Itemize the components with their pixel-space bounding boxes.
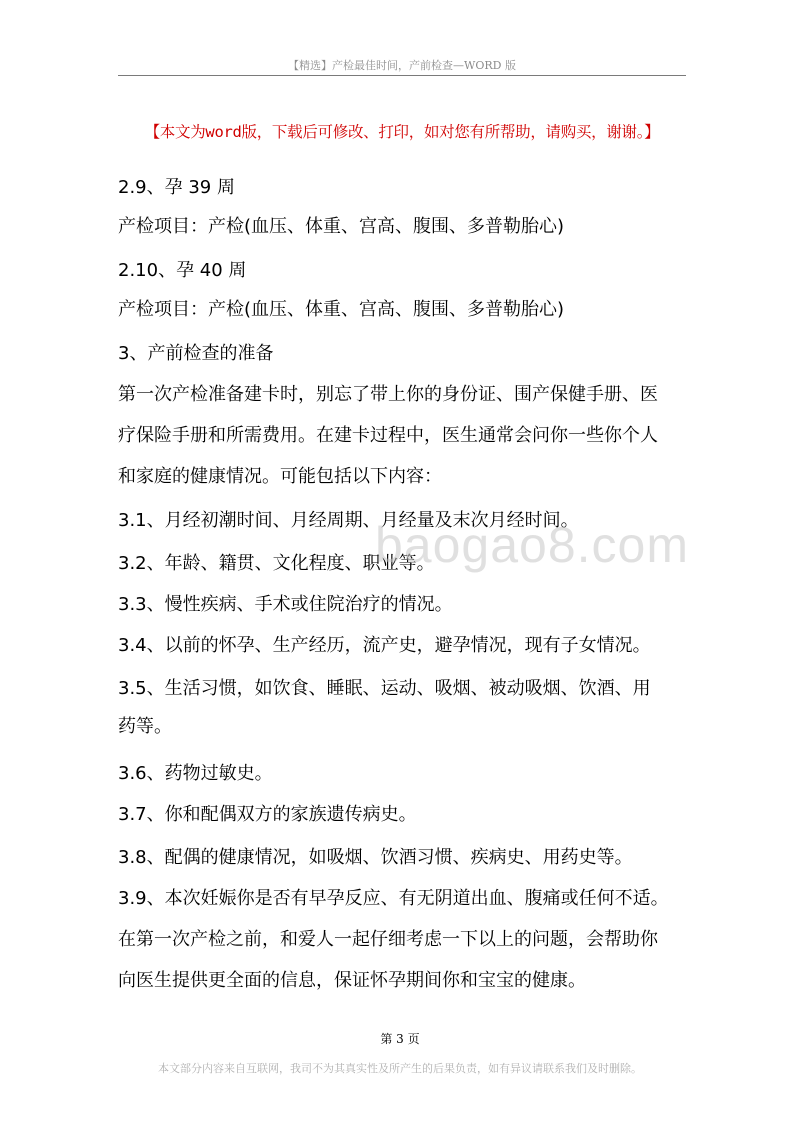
body-line: 疗保险手册和所需费用。在建卡过程中，医生通常会问你一些你个人 xyxy=(118,425,658,446)
editable-notice: 【本文为word版，下载后可修改、打印，如对您有所帮助，请购买，谢谢。】 xyxy=(144,123,660,141)
body-line: 产检项目：产检(血压、体重、宫高、腹围、多普勒胎心) xyxy=(118,299,565,320)
list-item: 3.3、慢性疾病、手术或住院治疗的情况。 xyxy=(118,594,453,615)
body-line: 第一次产检准备建卡时，别忘了带上你的身份证、围产保健手册、医 xyxy=(118,384,658,405)
watermark: baogao8.com xyxy=(375,517,690,573)
list-item: 3.7、你和配偶双方的家族遗传病史。 xyxy=(118,804,417,825)
body-line: 向医生提供更全面的信息，保证怀孕期间你和宝宝的健康。 xyxy=(118,970,586,991)
section-heading: 3、产前检查的准备 xyxy=(118,343,274,364)
list-item: 3.2、年龄、籍贯、文化程度、职业等。 xyxy=(118,553,435,574)
list-item: 3.4、以前的怀孕、生产经历，流产史，避孕情况，现有子女情况。 xyxy=(118,635,651,656)
page-footer: 本文部分内容来自互联网，我司不为其真实性及所产生的后果负责，如有异议请联系我们及时删除。 xyxy=(158,1062,642,1075)
list-item: 3.1、月经初潮时间、月经周期、月经量及末次月经时间。 xyxy=(118,510,579,531)
list-item: 3.5、生活习惯，如饮食、睡眠、运动、吸烟、被动吸烟、饮酒、用 xyxy=(118,678,651,699)
body-line: 和家庭的健康情况。可能包括以下内容： xyxy=(118,466,442,487)
body-line: 在第一次产检之前，和爱人一起仔细考虑一下以上的问题，会帮助你 xyxy=(118,929,658,950)
page-number: 第 3 页 xyxy=(380,1032,420,1046)
list-item: 3.9、本次妊娠你是否有早孕反应、有无阴道出血、腹痛或任何不适。 xyxy=(118,888,669,909)
list-item: 3.6、药物过敏史。 xyxy=(118,763,273,784)
header-divider xyxy=(118,75,686,76)
page-header: 【精选】产检最佳时间，产前检查—WORD 版 xyxy=(288,59,516,72)
list-item-continuation: 药等。 xyxy=(118,716,172,737)
list-item: 3.8、配偶的健康情况，如吸烟、饮酒习惯、疾病史、用药史等。 xyxy=(118,847,633,868)
body-line: 产检项目：产检(血压、体重、宫高、腹围、多普勒胎心) xyxy=(118,216,565,237)
body-line: 2.10、孕 40 周 xyxy=(118,260,247,281)
body-line: 2.9、孕 39 周 xyxy=(118,177,235,198)
